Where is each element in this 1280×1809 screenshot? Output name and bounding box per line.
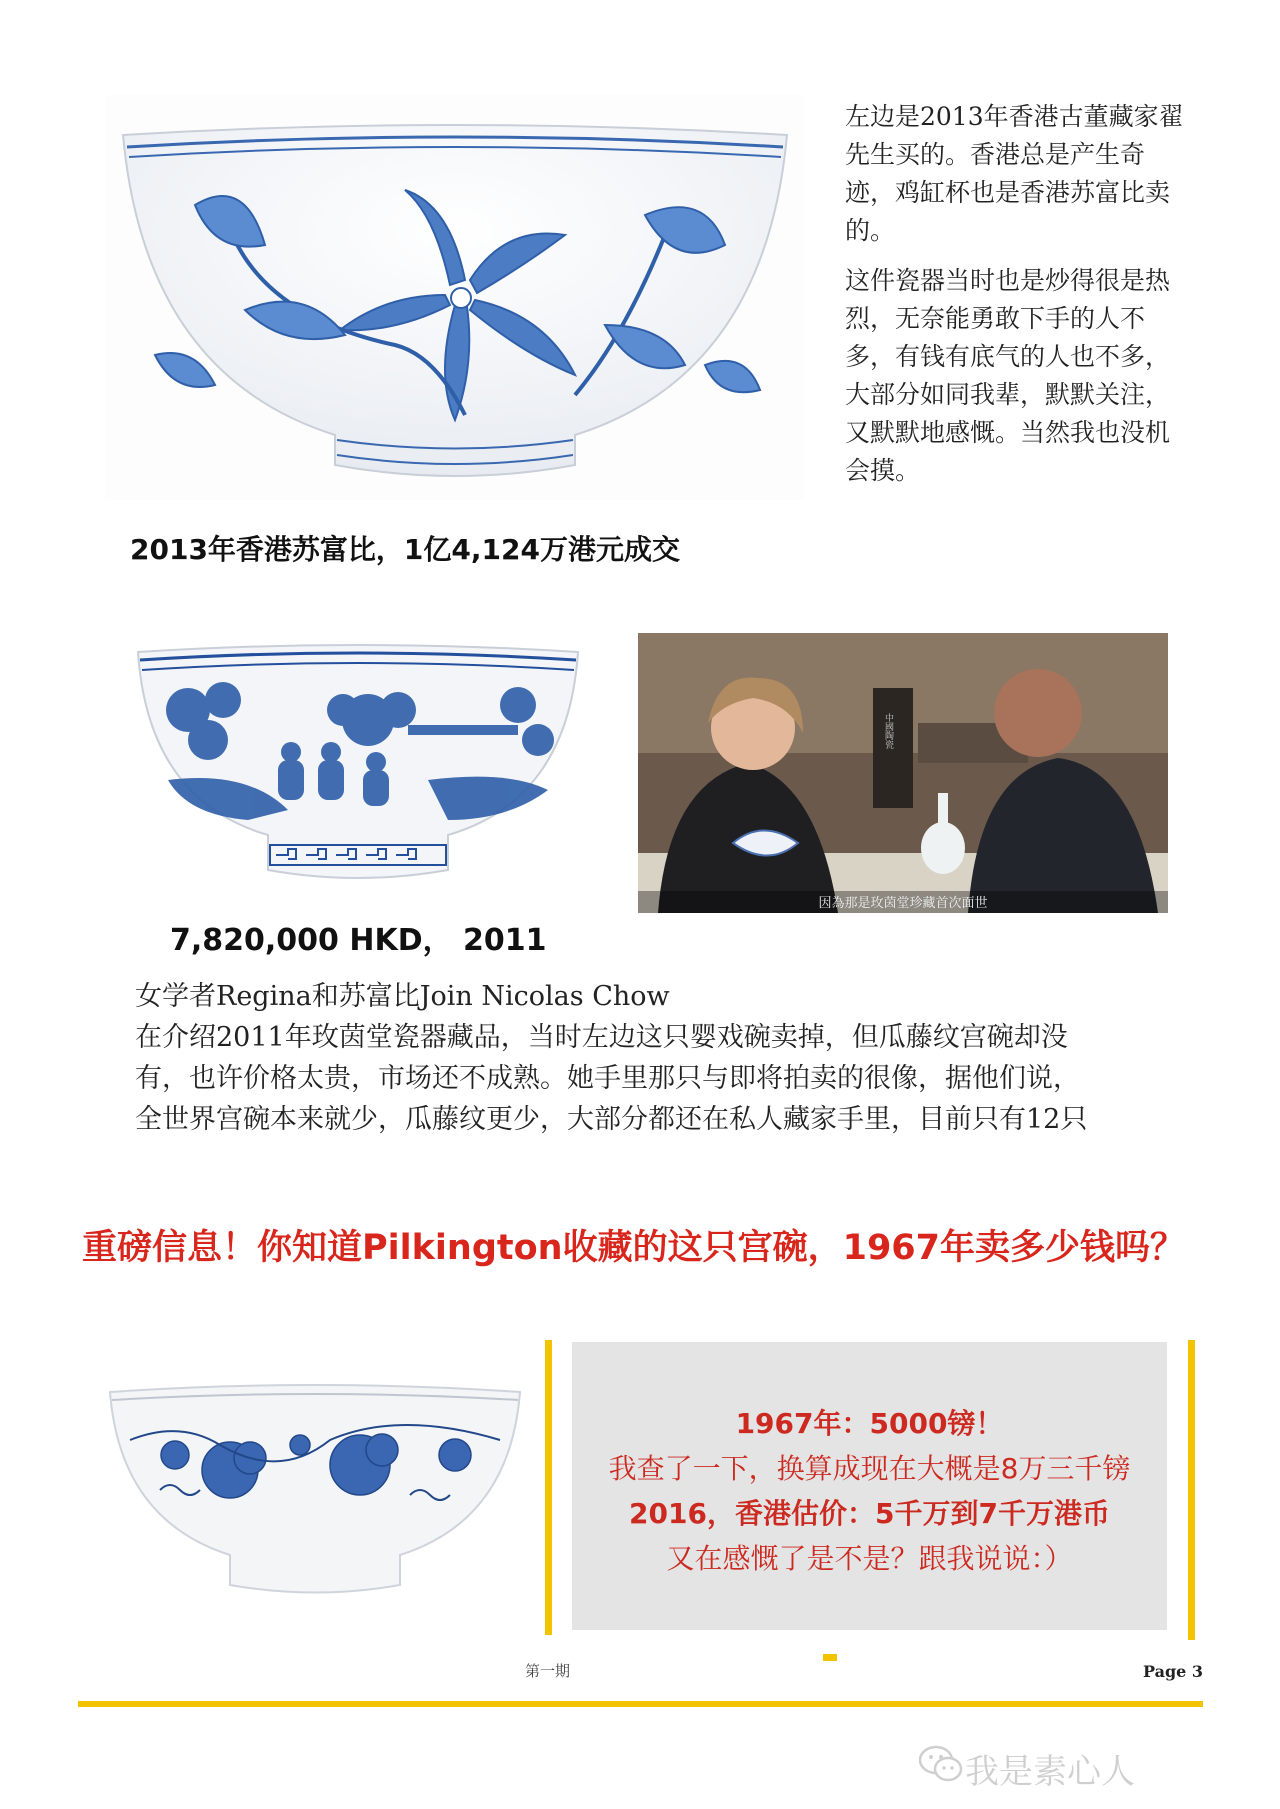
caption-2011-sale: 7,820,000 HKD， 2011 <box>170 923 547 958</box>
caption-2013-sale: 2013年香港苏富比，1亿4,124万港元成交 <box>130 533 680 566</box>
bowl-children-image <box>128 630 588 892</box>
price-remark: 又在感慨了是不是？跟我说说：） <box>666 1542 1073 1575</box>
price-1967: 1967年：5000镑！ <box>735 1407 1004 1440</box>
watermark-text: 我是素心人 <box>965 1752 1135 1792</box>
price-2016-estimate: 2016，香港估价：5千万到7千万港币 <box>629 1497 1110 1530</box>
video-subtitle: 因為那是玫茵堂珍藏首次面世 <box>818 896 988 911</box>
price-box <box>572 1342 1167 1630</box>
footer-page-number: Page 3 <box>1143 1662 1204 1681</box>
price-box-right-border <box>1188 1340 1195 1640</box>
footer-rule <box>78 1701 1203 1707</box>
sidebar-paragraph-1: 左边是2013年香港古董藏家翟先生买的。香港总是产生奇迹，鸡缸杯也是香港苏富比卖的。 <box>845 102 1184 245</box>
body-line-3: 有，也许价格太贵，市场还不成熟。她手里那只与即将拍卖的很像，据他们说， <box>135 1063 1080 1094</box>
body-line-1: 女学者Regina和苏富比Join Nicolas Chow <box>135 981 670 1012</box>
bowl-flower-image <box>105 95 805 500</box>
body-paragraph <box>135 976 1195 1140</box>
sidebar-description <box>845 98 1190 502</box>
price-conversion: 我查了一下，换算成现在大概是8万三千镑 <box>608 1452 1131 1485</box>
wechat-icon <box>918 1742 964 1786</box>
footer-dash <box>823 1654 837 1661</box>
body-line-2: 在介绍2011年玫茵堂瓷器藏品，当时左边这只婴戏碗卖掉，但瓜藤纹宫碗却没 <box>135 1022 1068 1053</box>
footer-issue: 第一期 <box>525 1662 571 1680</box>
video-still-image <box>638 633 1168 913</box>
headline: 重磅信息！你知道Pilkington收藏的这只宫碗，1967年卖多少钱吗？ <box>82 1228 1185 1268</box>
price-box-left-border <box>545 1340 552 1635</box>
video-book-text: 中國陶瓷 <box>883 713 893 749</box>
sidebar-paragraph-2: 这件瓷器当时也是炒得很是热烈，无奈能勇敢下手的人不多，有钱有底气的人也不多，大部分如同我辈，默默关注，又默默地感慨。当然我也没机会摸。 <box>845 266 1171 485</box>
body-line-4: 全世界宫碗本来就少，瓜藤纹更少，大部分都还在私人藏家手里，目前只有12只 <box>135 1104 1088 1135</box>
bowl-peony-image <box>100 1370 530 1610</box>
